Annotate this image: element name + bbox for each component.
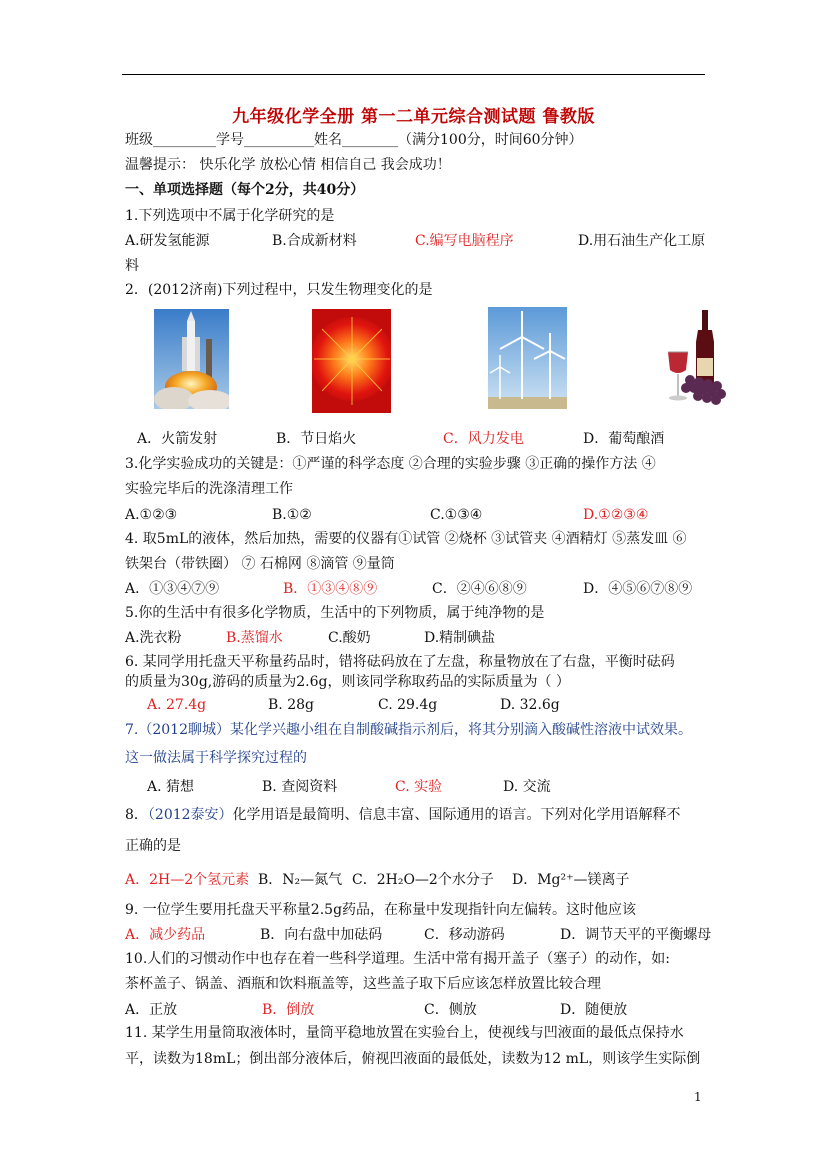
q9-option-a: A．减少药品 <box>125 927 206 943</box>
q7-option-d: D. 交流 <box>503 779 551 795</box>
q10-option-a: A．正放 <box>125 1002 178 1018</box>
q8-stem-line1 <box>125 806 681 824</box>
q1-option-b: B.合成新材料 <box>272 233 357 249</box>
q4-stem-line1: 4. 取5mL的液体，然后加热，需要的仪器有①试管 ②烧杯 ③试管夹 ④酒精灯 ⑤蒸发皿 ⑥ <box>125 531 687 547</box>
page-number: 1 <box>694 1090 702 1104</box>
q6-stem-line1: 6. 某同学用托盘天平称量药品时，错将砝码放在了左盘，称量物放在了右盘，平衡时砝码 <box>125 654 675 670</box>
q3-option-d: D.①②③④ <box>583 507 649 523</box>
q3-stem-line2: 实验完毕后的洗涤清理工作 <box>125 481 293 497</box>
q11-stem-line2: 平，读数为18mL；倒出部分液体后，俯视凹液面的最低处，读数为12 mL，则该学生实际倒 <box>125 1051 701 1067</box>
q6-option-c: C. 29.4g <box>378 697 438 713</box>
q6-option-b: B. 28g <box>268 697 314 713</box>
q10-option-b: B．倒放 <box>262 1002 315 1018</box>
q3-option-c: C.①③④ <box>430 507 483 523</box>
q2-option-c: C．风力发电 <box>443 431 524 447</box>
q7-option-b: B. 查阅资料 <box>262 779 338 795</box>
q9-option-c: C．移动游码 <box>424 927 505 943</box>
q6-option-a: A. 27.4g <box>147 697 207 713</box>
q8-source: （2012泰安） <box>147 807 233 823</box>
q7-option-a: A. 猜想 <box>147 779 195 795</box>
q10-option-d: D．随便放 <box>560 1002 628 1018</box>
q7-option-c: C. 实验 <box>395 779 443 795</box>
q4-stem-line2: 铁架台（带铁圈） ⑦ 石棉网 ⑧滴管 ⑨量筒 <box>125 556 395 572</box>
q8-stem-line2: 正确的是 <box>125 838 181 854</box>
q2-option-b: B．节日焰火 <box>276 431 357 447</box>
q10-stem-line1: 10.人们的习惯动作中也存在着一些科学道理。生活中常有揭开盖子（塞子）的动作，如: <box>125 951 670 967</box>
page-title: 九年级化学全册 第一二单元综合测试题 鲁教版 <box>232 107 595 127</box>
rocket-launch-image <box>154 309 229 409</box>
section-heading: 一、单项选择题（每个2分，共40分） <box>125 182 365 198</box>
q10-option-c: C．侧放 <box>424 1002 477 1018</box>
q5-stem: 5.你的生活中有很多化学物质，生活中的下列物质，属于纯净物的是 <box>125 605 545 621</box>
q7-stem-line2: 这一做法属于科学探究过程的 <box>125 750 307 766</box>
fireworks-image <box>312 309 391 413</box>
q5-option-c: C.酸奶 <box>328 630 371 646</box>
wind-turbines-image <box>488 307 567 409</box>
header-rule <box>122 74 705 75</box>
q1-option-d-cont: 料 <box>125 258 139 274</box>
q4-option-a: A．①③④⑦⑨ <box>125 581 220 597</box>
q8-option-b: B．N₂—氮气 <box>258 872 343 888</box>
q5-option-d: D.精制碘盐 <box>424 630 496 646</box>
q6-stem-line2: 的质量为30g,游码的质量为2.6g，则该同学称取药品的实际质量为（ ） <box>125 674 570 690</box>
q5-option-b: B.蒸馏水 <box>226 630 283 646</box>
q3-option-b: B.①② <box>272 507 312 523</box>
q2-option-d: D．葡萄酿酒 <box>583 431 665 447</box>
q9-option-b: B．向右盘中加砝码 <box>260 927 383 943</box>
q4-option-b: B．①③④⑧⑨ <box>283 581 378 597</box>
q3-option-a: A.①②③ <box>125 507 178 523</box>
q1-stem: 1.下列选项中不属于化学研究的是 <box>125 208 335 224</box>
q1-option-d: D.用石油生产化工原 <box>578 233 706 249</box>
q4-option-d: D．④⑤⑥⑦⑧⑨ <box>583 581 693 597</box>
q11-stem-line1: 11. 某学生用量筒取液体时，量筒平稳地放置在实验台上，使视线与凹液面的最低点保持水 <box>125 1025 684 1041</box>
student-info-line: 班级_________学号__________姓名________（满分100分，时间60分钟） <box>125 132 583 148</box>
q10-stem-line2: 茶杯盖子、锅盖、酒瓶和饮料瓶盖等，这些盖子取下后应该怎样放置比较合理 <box>125 976 601 992</box>
q8-number: 8． <box>125 807 148 823</box>
q9-option-d: D．调节天平的平衡螺母 <box>560 927 712 943</box>
q8-option-c: C．2H₂O—2个水分子 <box>352 872 494 888</box>
q8-option-d: D．Mg²⁺—镁离子 <box>512 872 630 888</box>
q8-stem-text: 化学用语是最简明、信息丰富、国际通用的语言。下列对化学用语解释不 <box>232 807 681 823</box>
q1-option-a: A.研发氢能源 <box>125 233 210 249</box>
q1-option-c: C.编写电脑程序 <box>415 233 514 249</box>
q5-option-a: A.洗衣粉 <box>125 630 182 646</box>
q8-option-a: A．2H—2个氢元素 <box>125 872 250 888</box>
q6-option-d: D. 32.6g <box>500 697 560 713</box>
tip-line: 温馨提示： 快乐化学 放松心情 相信自己 我会成功！ <box>125 157 451 173</box>
q2-option-a: A．火箭发射 <box>137 431 218 447</box>
q3-stem-line1: 3.化学实验成功的关键是：①严谨的科学态度 ②合理的实验步骤 ③正确的操作方法 ④ <box>125 456 656 472</box>
q4-option-c: C．②④⑥⑧⑨ <box>432 581 527 597</box>
q2-stem: 2．(2012济南)下列过程中，只发生物理变化的是 <box>125 282 433 298</box>
q9-stem: 9. 一位学生要用托盘天平称量2.5g药品，在称量中发现指针向左偏转。这时他应该 <box>125 902 637 918</box>
wine-grapes-image <box>662 308 732 408</box>
q7-stem-line1: 7.（2012聊城）某化学兴趣小组在自制酸碱指示剂后，将其分别滴入酸碱性溶液中试效果。 <box>125 722 692 738</box>
